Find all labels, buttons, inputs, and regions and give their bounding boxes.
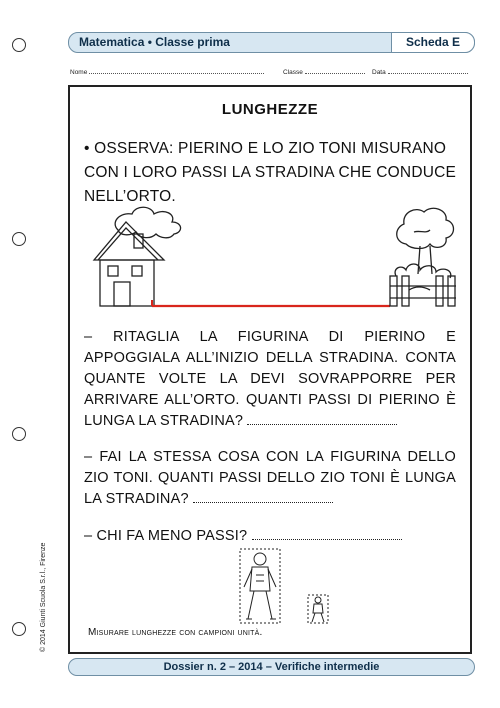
worksheet-title: LUNGHEZZE xyxy=(221,101,319,118)
name-label: Nome xyxy=(70,69,88,76)
house-icon xyxy=(94,207,181,306)
date-label: Data xyxy=(372,69,386,76)
copyright: © 2014 Giunti Scuola S.r.l., Firenze xyxy=(40,542,47,652)
instruction-2-text: – FAI LA STESSA COSA CON LA FIGURINA DELLO ZIO TONI. QUANTI PASSI DELLO ZIO TONI È LUNGA LA STRADINA? xyxy=(84,449,456,507)
worksheet-box xyxy=(68,85,472,654)
instruction-1 xyxy=(84,327,456,432)
path-illustration xyxy=(90,202,460,312)
binder-hole xyxy=(12,622,26,636)
answer-line-1[interactable] xyxy=(247,412,397,425)
garden-icon xyxy=(390,208,456,306)
header-bar xyxy=(68,32,475,53)
name-field[interactable] xyxy=(70,67,264,76)
binder-hole xyxy=(12,38,26,52)
class-field[interactable] xyxy=(283,67,365,76)
binder-hole xyxy=(12,232,26,246)
instruction-2 xyxy=(84,447,456,510)
footer-bar: Dossier n. 2 – 2014 – Verifiche intermedie xyxy=(68,658,475,676)
answer-line-3[interactable] xyxy=(252,527,402,540)
binder-hole xyxy=(12,427,26,441)
pierino-figurine-icon[interactable] xyxy=(308,595,328,623)
class-label: Classe xyxy=(283,69,303,76)
figurines xyxy=(238,547,358,627)
instruction-3 xyxy=(84,526,456,547)
caption: Misurare lunghezze con campioni unità. xyxy=(88,627,263,638)
instruction-3-text: – CHI FA MENO PASSI? xyxy=(84,528,248,544)
sheet-label: Scheda E xyxy=(391,32,475,53)
answer-line-2[interactable] xyxy=(193,490,333,503)
instruction-1-text: – RITAGLIA LA FIGURINA DI PIERINO E APPOGGIALA ALL’INIZIO DELLA STRADINA. CONTA QUANTE VOLTE LA DEVI SOVRAPPORRE PER ARRIVARE ALL’ORTO. QUANTI PASSI DI PIERINO È LUNGA LA STRADINA? xyxy=(84,329,456,429)
date-field[interactable] xyxy=(372,67,468,76)
subject-title: Matematica • Classe prima xyxy=(79,35,230,49)
zio-toni-figurine-icon[interactable] xyxy=(240,549,280,623)
observe-instruction: • OSSERVA: PIERINO E LO ZIO TONI MISURANO CON I LORO PASSI LA STRADINA CHE CONDUCE NELL’ORTO. xyxy=(84,140,457,205)
